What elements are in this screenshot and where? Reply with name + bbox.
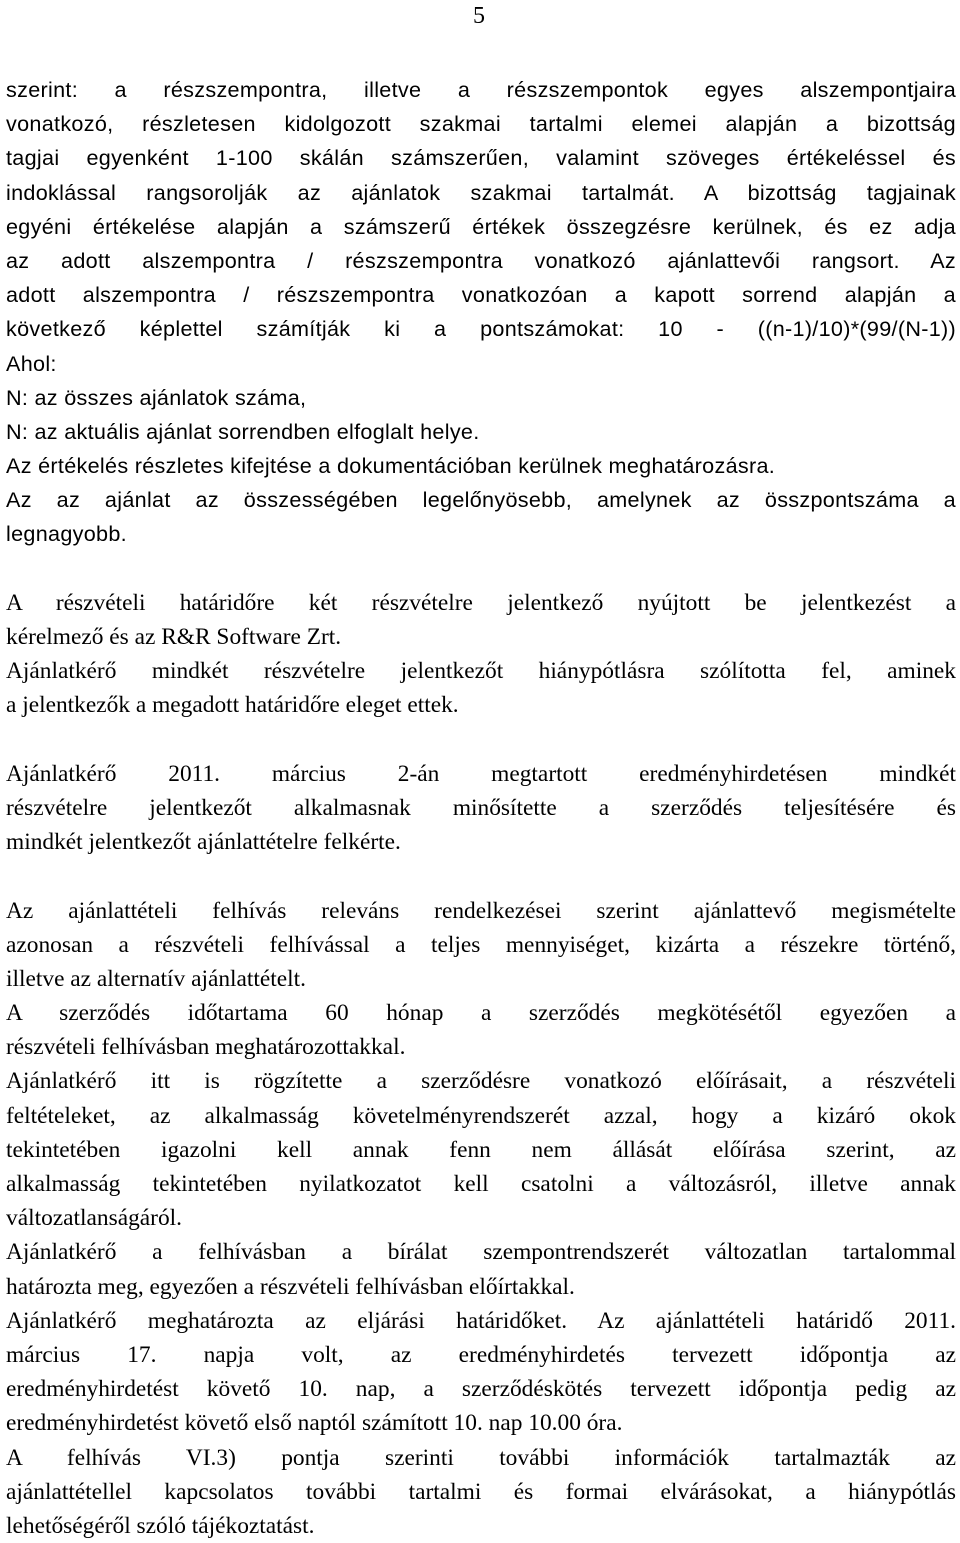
text-line: mindkét jelentkezőt ajánlattételre felkérte.	[6, 829, 401, 856]
text-line: Ajánlatkérő meghatározta az eljárási határidőket. Az ajánlattételi határidő 2011.	[6, 1307, 956, 1334]
text-line: vonatkozó, részletesen kidolgozott szakmai tartalmi elemei alapján a bizottság	[6, 111, 956, 137]
text-line: eredményhirdetést követő 10. nap, a szerződéskötés tervezett időpontja pedig az	[6, 1376, 956, 1403]
text-line: kérelmező és az R&R Software Zrt.	[6, 624, 342, 650]
text-line: március 17. napja volt, az eredményhirdetés tervezett időpontja az	[6, 1341, 956, 1368]
text-line: tekintetében igazolni kell annak fenn nem állását előírása szerint, az	[6, 1136, 956, 1163]
text-line: A részvételi határidőre két részvételre jelentkező nyújtott be jelentkezést a	[6, 589, 956, 616]
text-line: A szerződés időtartama 60 hónap a szerződés megkötésétől egyezően a	[6, 1000, 956, 1027]
text-line: feltételeket, az alkalmasság követelményrendszerét azzal, hogy a kizáró okok	[6, 1102, 956, 1129]
paragraph-gap	[6, 859, 956, 893]
text-line: az adott alszempontra / részszempontra vonatkozó ajánlattevői rangsort. Az	[6, 247, 956, 273]
text-line: Ajánlatkérő mindkét részvételre jelentkezőt hiánypótlásra szólította fel, aminek	[6, 658, 956, 685]
document-body	[6, 73, 956, 1543]
text-line: N: az összes ajánlatok száma,	[6, 384, 307, 410]
text-line: Ajánlatkérő 2011. március 2-án megtartott eredményhirdetésen mindkét	[6, 760, 956, 787]
text-line: eredményhirdetést követő első naptól számított 10. nap 10.00 óra.	[6, 1410, 623, 1437]
text-line: Az értékelés részletes kifejtése a dokumentációban kerülnek meghatározásra.	[6, 453, 776, 479]
text-line: legnagyobb.	[6, 521, 127, 547]
text-line: Ahol:	[6, 350, 57, 376]
text-line: egyéni értékelése alapján a számszerű értékek összegzésre kerülnek, és ez adja	[6, 213, 956, 239]
text-line: Az az ajánlat az összességében legelőnyösebb, amelynek az összpontszáma a	[6, 487, 956, 513]
text-line: következő képlettel számítják ki a pontszámokat: 10 - ((n-1)/10)*(99/(N-1))	[6, 316, 956, 342]
text-line: tagjai egyenként 1-100 skálán számszerűen, valamint szöveges értékeléssel és	[6, 145, 956, 171]
text-line: a jelentkezők a megadott határidőre eleget ettek.	[6, 692, 459, 719]
text-line: részvételi felhívásban meghatározottakkal.	[6, 1034, 406, 1061]
page-number: 5	[473, 3, 485, 29]
paragraph-gap	[6, 723, 956, 757]
text-line: Ajánlatkérő itt is rögzítette a szerződésre vonatkozó előírásait, a részvételi	[6, 1068, 956, 1095]
text-line: részvételre jelentkezőt alkalmasnak minősítette a szerződés teljesítésére és	[6, 794, 956, 821]
text-line: indoklással rangsorolják az ajánlatok szakmai tartalmát. A bizottság tagjainak	[6, 179, 956, 205]
text-line: Ajánlatkérő a felhívásban a bírálat szempontrendszerét változatlan tartalommal	[6, 1239, 956, 1266]
text-line: határozta meg, egyezően a részvételi felhívásban előírtakkal.	[6, 1273, 575, 1300]
text-line: A felhívás VI.3) pontja szerinti további információk tartalmazták az	[6, 1444, 956, 1471]
text-line: illetve az alternatív ajánlattételt.	[6, 965, 307, 992]
text-line: szerint: a részszempontra, illetve a részszempontok egyes alszempontjaira	[6, 77, 956, 102]
text-line: Az ajánlattételi felhívás releváns rendelkezései szerint ajánlattevő megismételte	[6, 897, 956, 924]
text-line: lehetőségéről szóló tájékoztatást.	[6, 1512, 315, 1539]
text-line: változatlanságáról.	[6, 1205, 183, 1232]
text-line: azonosan a részvételi felhívással a teljes mennyiséget, kizárta a részekre történő,	[6, 931, 956, 958]
text-line: ajánlattétellel kapcsolatos további tartalmi és formai elvárásokat, a hiánypótlás	[6, 1478, 956, 1505]
text-line: alkalmasság tekintetében nyilatkozatot kell csatolni a változásról, illetve annak	[6, 1171, 956, 1197]
text-line: N: az aktuális ajánlat sorrendben elfoglalt helye.	[6, 418, 480, 444]
paragraph-gap	[6, 552, 956, 586]
text-line: adott alszempontra / részszempontra vonatkozóan a kapott sorrend alapján a	[6, 282, 956, 308]
